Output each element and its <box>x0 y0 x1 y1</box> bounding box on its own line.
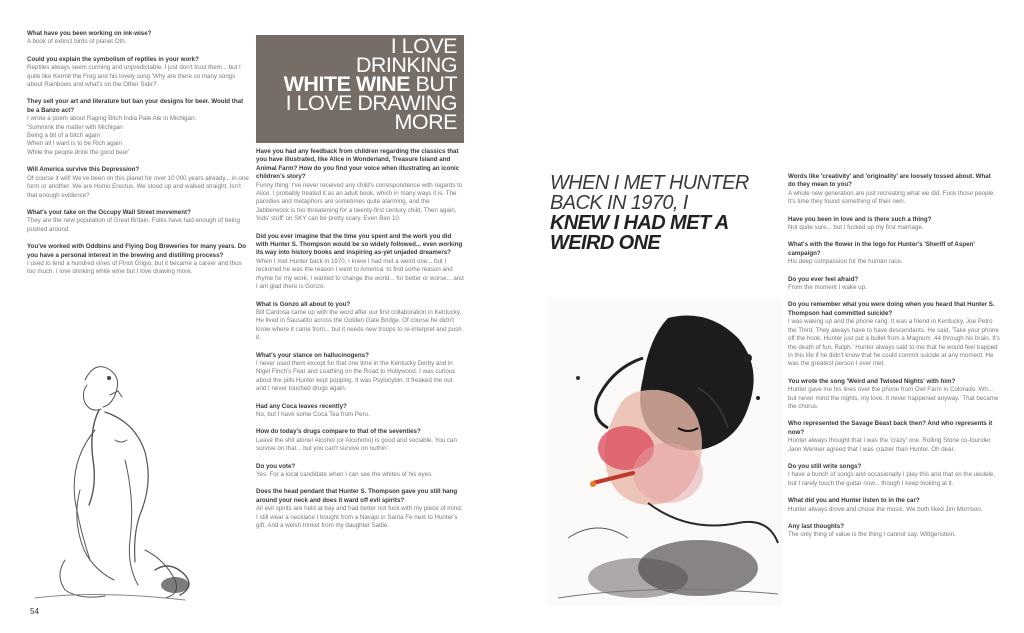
interview-answer: Hunter always thought that I was the 'crazy' one. Rolling Stone co-founder Jann Wenner agreed that I was crazier than Hunter. Oh dear. <box>788 437 991 453</box>
pull-quote-line: I LOVE <box>390 34 457 58</box>
interview-qa-item <box>788 523 1000 540</box>
interview-answer: They are the new population of Great Britain. Folks have had enough of being pushed around. <box>27 217 240 233</box>
interview-question: Do you still write songs? <box>788 462 862 470</box>
interview-qa-item <box>788 216 1000 233</box>
interview-question: Does the head pendant that Hunter S. Thompson gave you still hang around your neck and does it ward off evil spirits? <box>256 488 458 504</box>
interview-qa-item <box>256 403 464 420</box>
interview-question: What have you been working on ink-wise? <box>27 30 152 37</box>
pull-quote-line: WHITE WINE <box>283 72 411 96</box>
interview-qa-item <box>788 463 1000 488</box>
interview-answer: I have a bunch of songs and occasionally I play this and that on the ukulele, but I rarely touch the guitar now... though I keep looking at it. <box>788 471 996 487</box>
interview-qa-item <box>788 301 1000 368</box>
interview-answer: Of course it will! We've been on this planet for over 10 000 years already... in one form or another. We are Homo Erectus. We stood up and walked straight. Isn't that enough evidence? <box>27 174 249 199</box>
interview-question: What's your stance on hallucinogens? <box>256 351 369 359</box>
interview-answer: I never used them except for that one time in the Kentucky Derby and in Nigel Finch's Fear and Loathing on the Road to Hollywood. I was curious about the pills Hunter kept popping. It was Psylocybin. It freaked me out and I never touched drugs again. <box>256 359 456 393</box>
interview-question: Did you ever imagine that the time you spent and the work you did with Hunter S. Thompson would be so widely followed... even working its way into history books and inspiring as-yet unjaded dreamers? <box>256 232 463 257</box>
interview-question: What is Gonzo all about to you? <box>256 300 351 308</box>
interview-question: What's your take on the Occupy Wall Street movement? <box>27 208 191 216</box>
interview-question: Had any Coca leaves recently? <box>256 402 347 410</box>
interview-qa-item <box>27 243 249 277</box>
interview-answer: Bill Cardosa came up with the word after our first collaboration in Kentucky. He lived in Sausalito across the Golden Gate Bridge. Of course he didn't know where it came from... but it needs new troops to re-interpret and push it. <box>256 308 462 342</box>
ink-sketch-seated-man-illustration <box>25 340 225 605</box>
pull-quote-line: KNEW I HAD MET A <box>550 212 729 234</box>
interview-qa-item <box>256 352 464 394</box>
pull-quote-line: BUT <box>415 72 457 96</box>
interview-question: They sell your art and literature but ban your designs for beer. Would that be a Banzo act? <box>27 98 244 114</box>
interview-answer: No, but I have some Coca Tea from Peru. <box>256 410 370 418</box>
interview-answer: I wrote a poem about Raging Bitch India Pale Ale in Michigan: 'Summink the matter with Michigan Being a bit of a bitch again When all I want is to be Rich again While the people drink the good beer' <box>27 115 197 156</box>
interview-answer: Reptiles always seem cunning and unpredictable. I just don't trust them... but I quite like Kermit the Frog and his lovely song 'Why are there so many songs about Rainbows and what's on the Other Side?' <box>27 64 241 89</box>
interview-qa-item <box>788 241 1000 266</box>
interview-question: Words like 'creativity' and 'originality' are loosely tossed about. What do they mean to you? <box>788 173 991 189</box>
interview-question: How do today's drugs compare to that of the seventies? <box>256 428 421 436</box>
interview-question: Do you vote? <box>256 462 296 470</box>
interview-question: Do you ever feel afraid? <box>788 275 859 283</box>
interview-column-3 <box>788 173 1000 549</box>
interview-qa-item <box>256 463 464 480</box>
interview-answer: A whole new generation are just recreating what we did. Fuck those people. It's time they found something of their own. <box>788 189 996 206</box>
interview-qa-item <box>788 173 1000 207</box>
pull-quote-line: WEIRD ONE <box>550 232 661 254</box>
interview-qa-item <box>256 233 464 292</box>
interview-qa-item <box>27 98 249 157</box>
interview-answer: Funny thing: I've never received any child's correspondence with regards to Alice. I probably treated it as an adult book, which in many ways it is. The parodies and metaphors are sometimes quite alarming, and the Jabberwock is too threatening for a twenty-first century child. Then again, 'kids' stuff' on SKY can be pretty scary. Even Ben 10. <box>256 181 463 223</box>
interview-answer: Leave the shit alone! Alcohol (or Alcohoho) is good and sociable. You can survive on that... but you can't survive on nuthin'. <box>256 436 457 453</box>
interview-answer: Hunter gave me his lines over the phone from Owl Farm in Colorado. Wh... but never mind the nights, my love. It never happened anyway.' That became the chorus. <box>788 386 999 410</box>
ink-splatter-portrait-illustration <box>548 298 782 605</box>
pull-quote-line: I LOVE DRAWING <box>285 91 457 115</box>
interview-question: Do you remember what you were doing when you heard that Hunter S. Thompson had committed suicide? <box>788 301 995 317</box>
interview-question: What did you and Hunter listen to in the car? <box>788 497 920 505</box>
interview-answer: Not quite sure... but I fucked up my first marriage. <box>788 224 924 232</box>
pull-quote-right <box>550 173 785 253</box>
interview-answer: When I met Hunter back in 1970, I knew I had met a weird one... but I reckoned he was the reason I went to America: to find some reason and rhyme for my work. I wanted to change the world... for better or worse... and I am glad there is Gonzo. <box>256 257 464 291</box>
interview-qa-item <box>788 497 1000 514</box>
interview-answer: All evil spirits are held at bay and had better not fuck with my piece of mind. I still wear a necklace I bought from a Navajo in Santa Fe next to Hunter's gift. And a welsh trinket from my daughter Sadie. <box>256 505 463 530</box>
interview-question: Have you been in love and is there such a thing? <box>788 215 932 223</box>
interview-question: Who represented the Savage Beast back then? And who represents it now? <box>788 420 993 436</box>
interview-qa-item <box>27 30 249 47</box>
interview-question: Will America survive this Depression? <box>27 166 140 174</box>
interview-qa-item <box>788 378 1000 412</box>
interview-qa-item <box>256 148 464 224</box>
interview-answer: His deep compassion for the human race. <box>788 258 903 266</box>
interview-qa-item <box>256 488 464 530</box>
interview-question: What's with the flower in the logo for Hunter's 'Sheriff of Aspen' campaign? <box>788 241 975 257</box>
pull-quote-line: MORE <box>394 110 457 134</box>
pull-quote-line: BACK IN 1970, I <box>550 192 688 214</box>
interview-qa-item <box>788 420 1000 454</box>
interview-question: Any last thoughts? <box>788 523 845 530</box>
interview-answer: I was waking up and the phone rang. It was a friend in Kentucky, Joe Petro the Third. They always have to have descendants. He said, 'Take your phone off the hook. Hunter just put a bullet from a Magnum .44 through his brain. It's the death of fun, Ralph.' Hunter always said to me that he would feel trapped in this life if he didn't know that he could commit suicide at any moment. He was the greatest person I ever met. <box>788 318 1000 368</box>
interview-answer: A book of extinct birds of planet Oth. <box>27 38 127 46</box>
interview-qa-item <box>27 166 249 200</box>
interview-qa-item <box>256 301 464 343</box>
interview-answer: From the moment I wake up. <box>788 284 867 292</box>
pull-quote-line: DRINKING <box>355 53 457 77</box>
interview-qa-item <box>788 276 1000 293</box>
interview-answer: Hunter always drove and chose the music. We both liked Jim Morrison. <box>788 505 983 513</box>
interview-question: You've worked with Oddbins and Flying Dog Breweries for many years. Do you have a personal interest in the brewing and distilling process? <box>27 243 246 259</box>
pull-quote-line: WHEN I MET HUNTER <box>550 172 749 194</box>
interview-qa-item <box>256 428 464 453</box>
interview-question: You wrote the song 'Weird and Twisted Nights' with him? <box>788 377 956 385</box>
interview-question: Could you explain the symbolism of reptiles in your work? <box>27 55 199 63</box>
interview-answer: Yes. For a local candidate when I can see the whites of his eyes. <box>256 471 433 478</box>
interview-column-1 <box>27 30 249 286</box>
interview-answer: I used to tend a hundred vines of Pinot Grigio, but it became a career and thus too much. I love drinking white wine but I love drawing more. <box>27 259 242 276</box>
pull-quote-box <box>256 35 464 143</box>
page-number: 54 <box>30 607 39 616</box>
interview-answer: The only thing of value is the thing I cannot say. Wittgenstein. <box>788 531 956 539</box>
interview-column-2 <box>256 148 464 539</box>
interview-qa-item <box>27 209 249 234</box>
interview-qa-item <box>27 56 249 90</box>
interview-question: Have you had any feedback from children regarding the classics that you have illustrated, like Alice in Wonderland, Treasure Island and Animal Farm? How do you find your voice when illustrating an iconic children's story? <box>256 148 460 181</box>
